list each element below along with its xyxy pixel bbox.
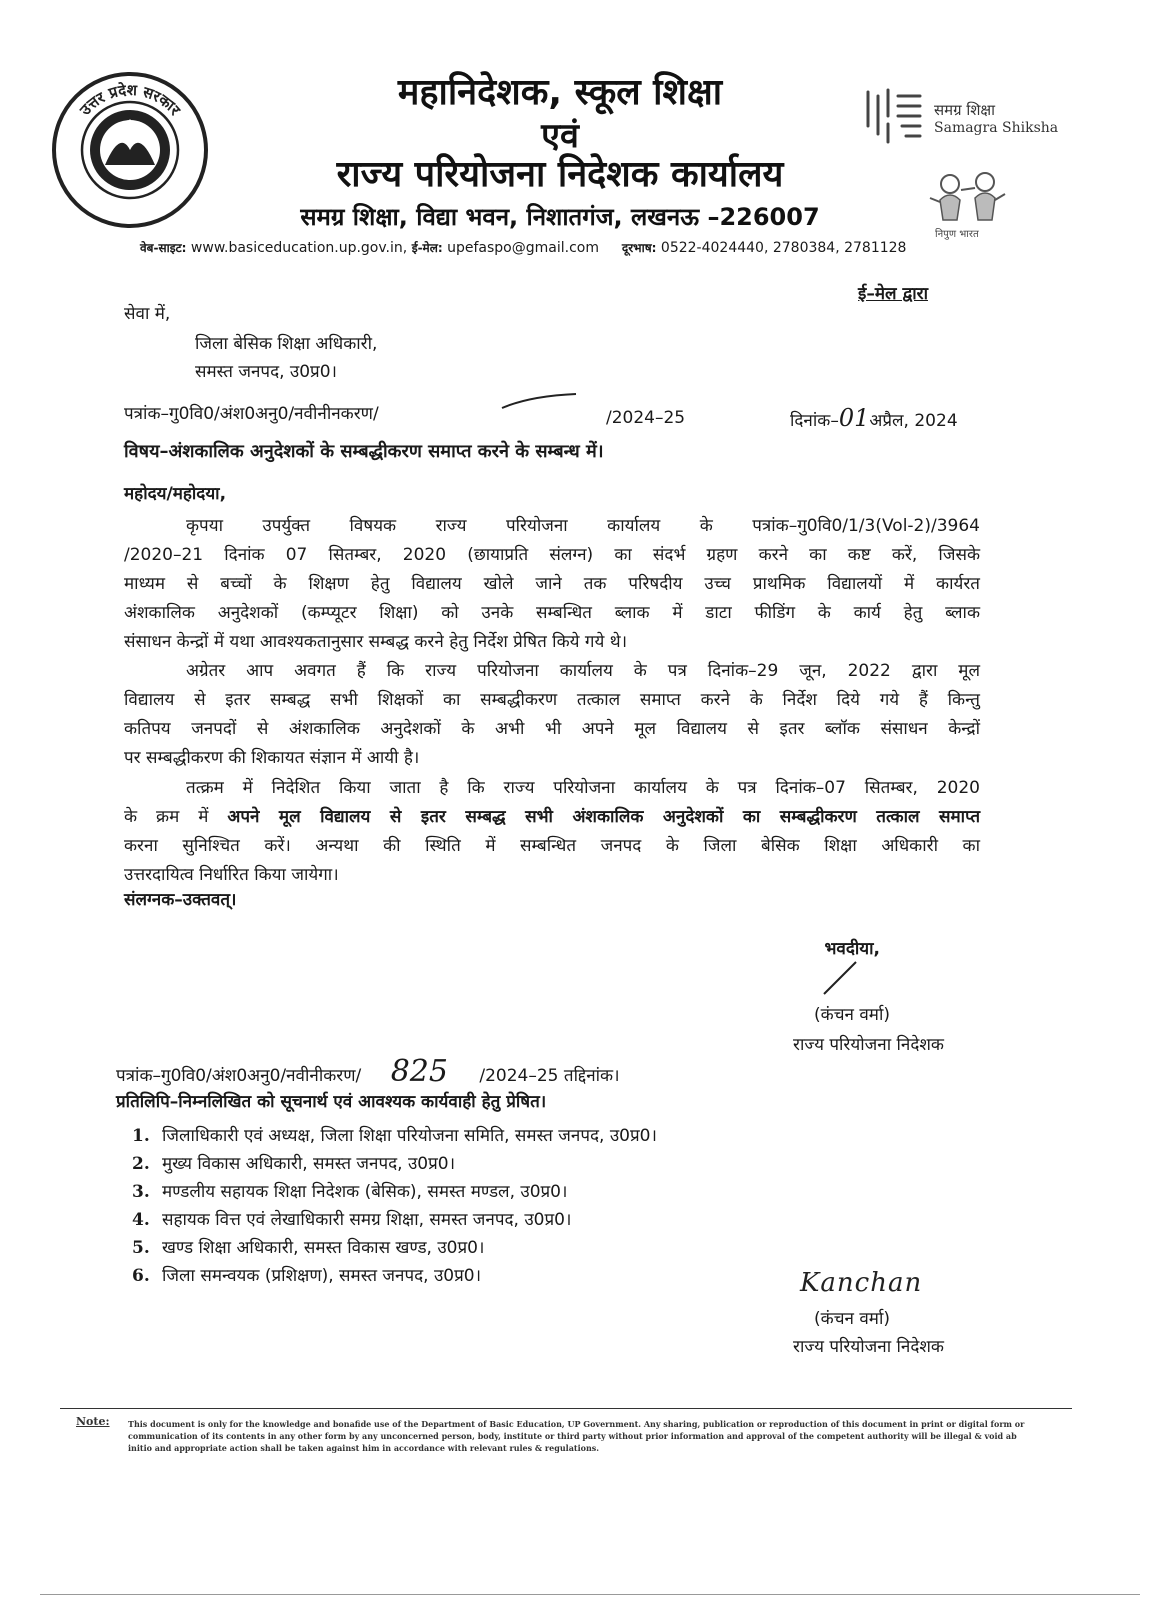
letter-reference: पत्रांक–गु0वि0/अंश0अनु0/नवीनीनकरण/ (124, 404, 379, 424)
list-item: 3. मण्डलीय सहायक शिक्षा निदेशक (बेसिक), समस्त मण्डल, उ0प्र0। (132, 1182, 568, 1202)
para3-line: करना सुनिश्चित करें। अन्यथा की स्थिति में सम्बन्धित जनपद के जिला बेसिक शिक्षा अधिकारी का (124, 836, 980, 856)
date-handwritten: 01 (838, 404, 870, 432)
para2-line: विद्यालय से इतर सम्बद्ध सभी शिक्षकों का सम्बद्धीकरण तत्काल समाप्त करने के निर्देश दिये गये हैं किन्तु (124, 690, 980, 710)
copy-reference (116, 1054, 620, 1089)
copy-ref-suffix: /2024–25 तद्दिनांक। (479, 1066, 620, 1086)
enclosure-note: संलग्नक–उक्तवत्। (124, 890, 237, 910)
samagra-shiksha-logo (860, 86, 1070, 146)
seal-text: उत्तर प्रदेश सरकार (76, 80, 184, 119)
body-paragraph-2 (124, 657, 980, 773)
list-item: 2. मुख्य विकास अधिकारी, समस्त जनपद, उ0प्र0। (132, 1154, 456, 1174)
copy-heading: प्रतिलिपि–निम्नलिखित को सूचनार्थ एवं आवश्यक कार्यवाही हेतु प्रेषित। (116, 1092, 547, 1112)
email-label: ई-मेल: (411, 241, 443, 255)
phone-number: 0522-4024440, 2780384, 2781128 (660, 240, 907, 256)
handwritten-signature: Kanchan (800, 1268, 923, 1298)
footer-rule (60, 1408, 1072, 1409)
signer-name: (कंचन वर्मा) (814, 1005, 890, 1025)
header-title-line3: राज्य परियोजना निदेशक कार्यालय (336, 154, 784, 195)
state-emblem-seal (50, 70, 210, 230)
addressee-district: समस्त जनपद, उ0प्र0। (195, 362, 337, 382)
para3-line (124, 803, 980, 832)
copy-recipient-list (132, 1124, 657, 1288)
website-link[interactable]: www.basiceducation.up.gov.in, (190, 240, 408, 256)
para1-line: माध्यम से बच्चों के शिक्षण हेतु विद्यालय खोले जाने तक परिषदीय उच्च प्राथमिक विद्यालयों में कार्यरत (124, 574, 980, 594)
body-paragraph-1 (124, 512, 980, 657)
nipun-bharat-logo (925, 168, 1015, 244)
letter-salutation: महोदय/महोदया, (124, 484, 227, 504)
email-link[interactable]: upefaspo@gmail.com (447, 240, 599, 256)
list-item: 6. जिला समन्वयक (प्रशिक्षण), समस्त जनपद, उ0प्र0। (132, 1266, 482, 1286)
para2-line: पर सम्बद्धीकरण की शिकायत संज्ञान में आयी है। (124, 748, 420, 768)
delivery-mode: ई–मेल द्वारा (858, 284, 928, 304)
para3-line2-start: के क्रम में (124, 807, 228, 827)
para3-line: तत्क्रम में निदेशित किया जाता है कि राज्य परियोजना कार्यालय के पत्र दिनांक–07 सितम्बर, 2020 (186, 778, 980, 798)
handwritten-stroke (500, 392, 580, 416)
header-address: समग्र शिक्षा, विद्या भवन, निशातगंज, लखनऊ –226007 (300, 203, 820, 231)
date-suffix: अप्रैल, 2024 (869, 411, 958, 431)
para2-line: कतिपय जनपदों से अंशकालिक अनुदेशकों के अभी भी अपने मूल विद्यालय से इतर ब्लॉक संसाधन केन्द्रों (124, 719, 980, 739)
footer-note-label: Note: (76, 1415, 110, 1428)
list-item: 4. सहायक वित्त एवं लेखाधिकारी समग्र शिक्षा, समस्त जनपद, उ0प्र0। (132, 1210, 572, 1230)
letter-reference-year: /2024–25 (606, 408, 686, 428)
addressee-office: जिला बेसिक शिक्षा अधिकारी, (195, 334, 378, 354)
para1-line: संसाधन केन्द्रों में यथा आवश्यकतानुसार सम्बद्ध करने हेतु निर्देश प्रेषित किये गये थे। (124, 632, 628, 652)
para3-line: उत्तरदायित्व निर्धारित किया जायेगा। (124, 865, 339, 885)
signature-stroke (820, 958, 860, 1002)
body-paragraph-3 (124, 774, 980, 890)
copy-signer-title: राज्य परियोजना निदेशक (793, 1337, 944, 1357)
copy-signer-name: (कंचन वर्मा) (814, 1309, 890, 1329)
header-contact (140, 236, 906, 260)
signer-title: राज्य परियोजना निदेशक (793, 1035, 944, 1055)
samagra-english-label: Samagra Shiksha (934, 120, 1059, 136)
closing-greeting: भवदीया, (824, 939, 880, 959)
para3-line2-bold: अपने मूल विद्यालय से इतर सम्बद्ध सभी अंशकालिक अनुदेशकों का सम्बद्धीकरण तत्काल समाप्त (227, 807, 981, 827)
list-item: 1. जिलाधिकारी एवं अध्यक्ष, जिला शिक्षा परियोजना समिति, समस्त जनपद, उ0प्र0। (132, 1126, 657, 1146)
para1-line: कृपया उपर्युक्त विषयक राज्य परियोजना कार्यालय के पत्रांक–गु0वि0/1/3(Vol-2)/3964 (186, 516, 980, 536)
website-label: वेब-साइट: (140, 241, 187, 255)
copy-ref-handwritten: 825 (390, 1054, 448, 1089)
page-bottom-rule (40, 1594, 1140, 1595)
copy-ref-prefix: पत्रांक–गु0वि0/अंश0अनु0/नवीनीकरण/ (116, 1066, 362, 1086)
footer-note-text: This document is only for the knowledge and bonafide use of the Department of Basic Education, UP Government. Any sharing, publication or reproduction of this document in print or digital form or communication of its contents in any other form by any unconcerned person, body, institute or third party without prior information and approval of the competent authority will be illegal & void ab initio and appropriate action shall be taken against him in accordance with relevant rules & regulations. (128, 1419, 1025, 1453)
samagra-hindi-label: समग्र शिक्षा (934, 101, 996, 119)
letter-subject: विषय–अंशकालिक अनुदेशकों के सम्बद्धीकरण समाप्त करने के सम्बन्ध में। (124, 441, 604, 462)
date-prefix: दिनांक– (790, 411, 839, 431)
addressee-salutation: सेवा में, (124, 304, 171, 324)
letter-date (790, 406, 958, 433)
para2-line: अग्रेतर आप अवगत हैं कि राज्य परियोजना कार्यालय के पत्र दिनांक–29 जून, 2022 द्वारा मूल (186, 661, 980, 681)
header-title-line1: महानिदेशक, स्कूल शिक्षा (397, 72, 723, 113)
para1-line: /2020–21 दिनांक 07 सितम्बर, 2020 (छायाप्रति संलग्न) का संदर्भ ग्रहण करने का कष्ट करें, जिसके (124, 545, 980, 565)
phone-label: दूरभाष: (621, 241, 657, 255)
para1-line: अंशकालिक अनुदेशकों (कम्प्यूटर शिक्षा) को उनके सम्बन्धित ब्लाक में डाटा फीडिंग के कार्य हेतु ब्लाक (124, 603, 980, 623)
list-item: 5. खण्ड शिक्षा अधिकारी, समस्त विकास खण्ड, उ0प्र0। (132, 1238, 485, 1258)
header-title-line2: एवं (541, 116, 579, 156)
nipun-bharat-label: निपुण भारत (935, 229, 979, 240)
